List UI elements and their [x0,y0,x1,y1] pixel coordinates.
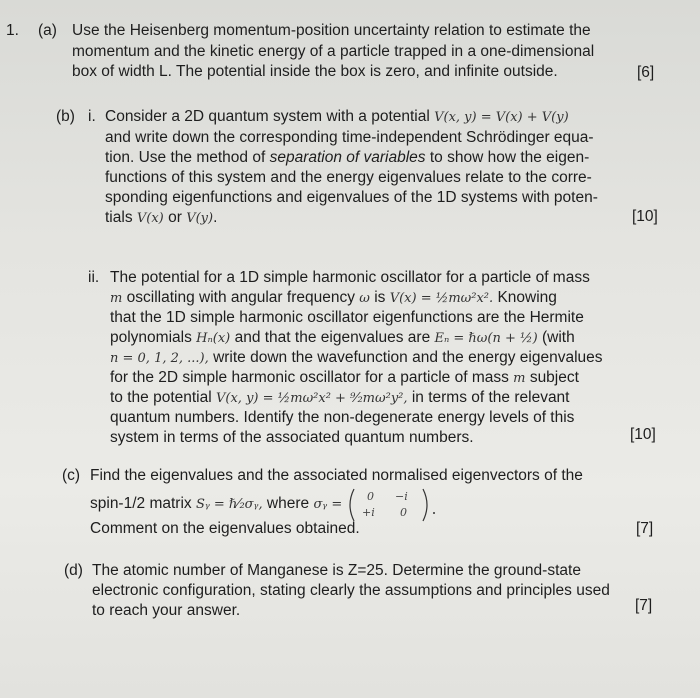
part-d-label: (d) [64,562,83,579]
text: in terms of the relevant [411,389,570,406]
matrix-brackets [345,488,437,522]
text: . [213,209,218,226]
text: to the potential [110,389,212,406]
text: (with [542,329,575,346]
matrix-cell-11: 0 [367,490,374,503]
math: Sᵧ = ℏ⁄₂σᵧ, [195,497,263,512]
part-b-ii-line-5 [110,348,603,369]
part-a-label: (a) [38,22,57,39]
part-b-ii-marks: [10] [630,426,656,443]
matrix-cell-12: −i [395,490,408,503]
part-c-marks: [7] [636,520,654,537]
part-b-ii-line-3: that the 1D simple harmonic oscillator eigenfunctions are the Hermite [110,309,584,326]
text: or [168,209,182,226]
part-b-ii-line-1: The potential for a 1D simple harmonic oscillator for a particle of mass [110,269,590,286]
math: σᵧ = [313,497,343,512]
part-d-line-2: electronic configuration, stating clearly the assumptions and principles used [92,582,610,599]
text: write down the wavefunction and the energy eigenvalues [213,349,603,366]
part-a-line-1: Use the Heisenberg momentum-position uncertainty relation to estimate the [72,22,591,39]
part-b-i-marks: [10] [632,208,658,225]
part-d-marks: [7] [635,597,653,614]
part-b-ii-line-7 [110,388,570,409]
matrix-cell-22: 0 [400,506,407,519]
part-a-line-2: momentum and the kinetic energy of a particle trapped in a one-dimensional [72,43,595,60]
part-c-line-2 [90,494,342,515]
sigma-y-matrix [345,488,437,522]
text: Consider a 2D quantum system with a potential [105,108,430,125]
part-b-i-line-3 [105,148,589,168]
text: polynomials [110,329,192,346]
part-a-line-3: box of width L. The potential inside the box is zero, and infinite outside. [72,63,558,80]
math: Eₙ = ℏω(n + ½) [434,331,538,346]
text: subject [529,369,579,386]
part-b-ii-label: ii. [88,269,100,286]
math: V(y) [186,211,214,226]
emphasis: separation of variables [269,149,426,166]
math: Hₙ(x) [196,331,231,346]
text: oscillating with angular frequency [126,289,355,306]
question-number: 1. [6,22,19,39]
part-b-ii-line-2 [110,288,557,309]
part-b-i-label: i. [88,108,96,125]
part-c-line-1: Find the eigenvalues and the associated normalised eigenvectors of the [90,467,583,484]
part-b-i-line-6 [105,208,217,229]
math: V(x) = ½mω²x². [389,291,494,306]
text: Knowing [497,289,557,306]
math: m [110,291,123,306]
text: where [266,495,310,512]
matrix-cell-21: +i [362,506,375,519]
math-potential: V(x, y) = V(x) + V(y) [434,110,569,125]
part-c-line-3: Comment on the eigenvalues obtained. [90,520,360,537]
part-b-ii-line-6 [110,368,579,389]
part-d-line-3: to reach your answer. [92,602,241,619]
math: n = 0, 1, 2, ...), [110,351,209,366]
part-d-line-1: The atomic number of Manganese is Z=25. Determine the ground-state [92,562,581,579]
text: tion. Use the method of [105,149,266,166]
text: tials [105,209,133,226]
part-b-ii-line-8: quantum numbers. Identify the non-degenerate energy levels of this [110,409,575,426]
part-b-label: (b) [56,108,75,125]
part-a-marks: [6] [637,64,655,81]
part-b-i-line-4: functions of this system and the energy eigenvalues relate to the corre- [105,169,592,186]
math: m [513,371,526,386]
part-c-label: (c) [62,467,81,484]
text: to show how the eigen- [429,149,590,166]
text: spin-1/2 matrix [90,495,192,512]
math: V(x) [136,211,164,226]
part-b-i-line-1 [105,107,569,128]
math: V(x, y) = ½mω²x² + ⁹⁄₂mω²y², [216,391,408,406]
text: and that the eigenvalues are [234,329,431,346]
text: for the 2D simple harmonic oscillator for a particle of mass [110,369,509,386]
part-b-i-line-2: and write down the corresponding time-independent Schrödinger equa- [105,129,594,146]
part-b-ii-line-4 [110,328,575,349]
text: is [374,289,386,306]
part-b-i-line-5: sponding eigenfunctions and eigenvalues of the 1D systems with poten- [105,189,598,206]
math: ω [359,291,370,306]
part-b-ii-line-9: system in terms of the associated quantum numbers. [110,429,474,446]
